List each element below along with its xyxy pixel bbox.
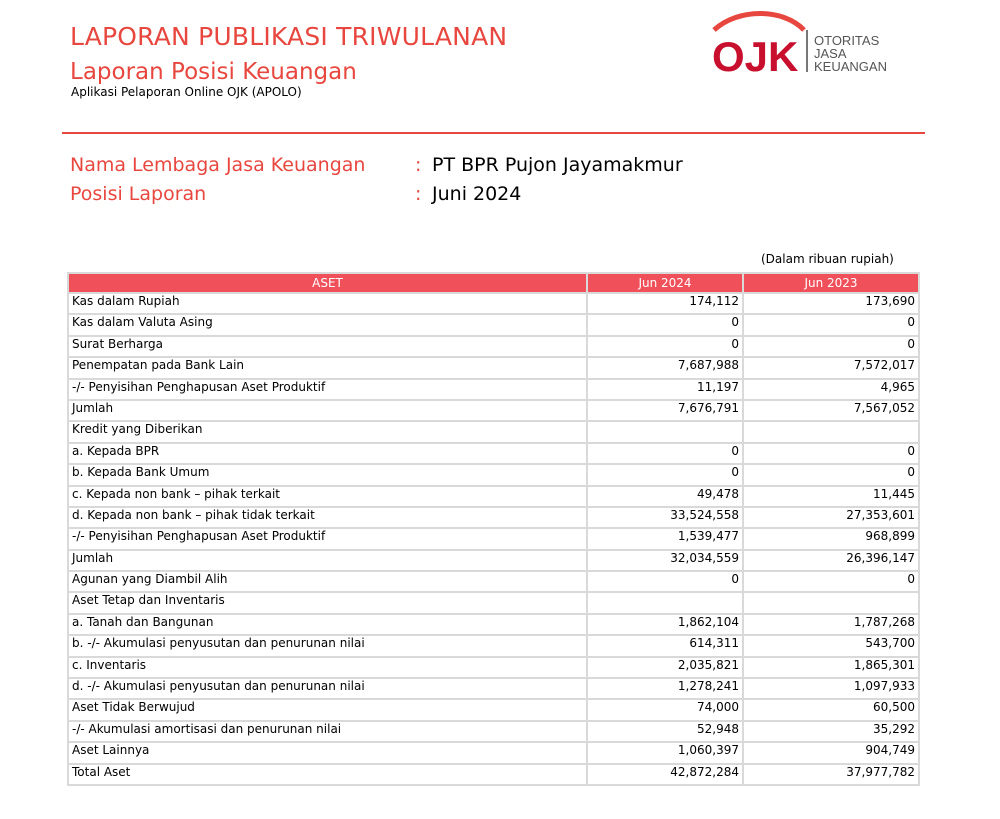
value-jun-2024: 33,524,558 xyxy=(587,507,743,528)
table-row xyxy=(68,421,919,442)
column-header-jun-2023: Jun 2023 xyxy=(743,273,919,293)
value-jun-2024: 7,676,791 xyxy=(587,400,743,421)
value-jun-2023: 1,097,933 xyxy=(743,678,919,699)
separator: : xyxy=(415,154,422,176)
row-label: c. Inventaris xyxy=(68,657,587,678)
report-subtitle: Laporan Posisi Keuangan xyxy=(70,59,357,84)
value-jun-2024: 11,197 xyxy=(587,379,743,400)
value-jun-2023: 1,787,268 xyxy=(743,614,919,635)
value-jun-2023: 37,977,782 xyxy=(743,764,919,785)
ojk-logo-graphic xyxy=(708,10,908,76)
value-jun-2023: 7,572,017 xyxy=(743,357,919,378)
row-label: Aset Tetap dan Inventaris xyxy=(68,592,587,613)
row-label: Jumlah xyxy=(68,550,587,571)
table-row xyxy=(68,357,919,378)
table-row xyxy=(68,400,919,421)
report-title: LAPORAN PUBLIKASI TRIWULANAN xyxy=(70,22,508,51)
value-jun-2023: 0 xyxy=(743,443,919,464)
period-label: Posisi Laporan xyxy=(70,183,207,205)
value-jun-2023: 904,749 xyxy=(743,742,919,763)
row-label: d. Kepada non bank – pihak tidak terkait xyxy=(68,507,587,528)
value-jun-2024 xyxy=(587,592,743,613)
table-row xyxy=(68,592,919,613)
value-jun-2023: 27,353,601 xyxy=(743,507,919,528)
value-jun-2023: 60,500 xyxy=(743,699,919,720)
period-value: Juni 2024 xyxy=(432,183,522,205)
row-label: c. Kepada non bank – pihak terkait xyxy=(68,486,587,507)
value-jun-2024: 0 xyxy=(587,314,743,335)
row-label: Jumlah xyxy=(68,400,587,421)
table-row xyxy=(68,742,919,763)
institution-row xyxy=(70,154,683,176)
row-label: a. Kepada BPR xyxy=(68,443,587,464)
table-header-row xyxy=(68,273,919,293)
institution-value: PT BPR Pujon Jayamakmur xyxy=(432,154,683,176)
header-divider xyxy=(62,132,925,134)
value-jun-2023: 543,700 xyxy=(743,635,919,656)
logo-line-2: JASA xyxy=(814,46,847,61)
row-label: -/- Penyisihan Penghapusan Aset Produktif xyxy=(68,379,587,400)
row-label: Total Aset xyxy=(68,764,587,785)
row-label: Penempatan pada Bank Lain xyxy=(68,357,587,378)
value-jun-2024: 0 xyxy=(587,464,743,485)
value-jun-2023: 173,690 xyxy=(743,293,919,314)
value-jun-2023: 1,865,301 xyxy=(743,657,919,678)
table-row xyxy=(68,550,919,571)
table-row xyxy=(68,721,919,742)
column-header-aset: ASET xyxy=(68,273,587,293)
table-row xyxy=(68,336,919,357)
value-jun-2023: 26,396,147 xyxy=(743,550,919,571)
table-row xyxy=(68,614,919,635)
row-label: a. Tanah dan Bangunan xyxy=(68,614,587,635)
value-jun-2024: 49,478 xyxy=(587,486,743,507)
table-row xyxy=(68,571,919,592)
app-name: Aplikasi Pelaporan Online OJK (APOLO) xyxy=(71,85,302,99)
table-row xyxy=(68,657,919,678)
value-jun-2023: 0 xyxy=(743,314,919,335)
value-jun-2023: 968,899 xyxy=(743,528,919,549)
table-row xyxy=(68,293,919,314)
institution-label: Nama Lembaga Jasa Keuangan xyxy=(70,154,366,176)
value-jun-2024: 1,278,241 xyxy=(587,678,743,699)
value-jun-2024: 2,035,821 xyxy=(587,657,743,678)
table-row xyxy=(68,635,919,656)
ojk-logo xyxy=(708,10,908,76)
value-jun-2024: 42,872,284 xyxy=(587,764,743,785)
table-row xyxy=(68,486,919,507)
value-jun-2024: 1,539,477 xyxy=(587,528,743,549)
table-row xyxy=(68,528,919,549)
row-label: Kas dalam Valuta Asing xyxy=(68,314,587,335)
row-label: Aset Tidak Berwujud xyxy=(68,699,587,720)
row-label: Kas dalam Rupiah xyxy=(68,293,587,314)
value-jun-2024: 52,948 xyxy=(587,721,743,742)
value-jun-2024: 0 xyxy=(587,443,743,464)
table-row xyxy=(68,464,919,485)
value-jun-2023 xyxy=(743,421,919,442)
value-jun-2024: 0 xyxy=(587,336,743,357)
unit-note: (Dalam ribuan rupiah) xyxy=(761,252,894,266)
table-row xyxy=(68,764,919,785)
table-row xyxy=(68,507,919,528)
value-jun-2023: 35,292 xyxy=(743,721,919,742)
value-jun-2023 xyxy=(743,592,919,613)
row-label: b. -/- Akumulasi penyusutan dan penurunan nilai xyxy=(68,635,587,656)
value-jun-2024: 32,034,559 xyxy=(587,550,743,571)
value-jun-2023: 0 xyxy=(743,571,919,592)
row-label: d. -/- Akumulasi penyusutan dan penurunan nilai xyxy=(68,678,587,699)
table-row xyxy=(68,443,919,464)
value-jun-2024: 1,060,397 xyxy=(587,742,743,763)
value-jun-2023: 11,445 xyxy=(743,486,919,507)
value-jun-2024: 74,000 xyxy=(587,699,743,720)
value-jun-2023: 0 xyxy=(743,336,919,357)
row-label: Aset Lainnya xyxy=(68,742,587,763)
row-label: -/- Akumulasi amortisasi dan penurunan nilai xyxy=(68,721,587,742)
row-label: b. Kepada Bank Umum xyxy=(68,464,587,485)
value-jun-2024: 1,862,104 xyxy=(587,614,743,635)
table-row xyxy=(68,314,919,335)
row-label: Kredit yang Diberikan xyxy=(68,421,587,442)
value-jun-2023: 0 xyxy=(743,464,919,485)
logo-line-3: KEUANGAN xyxy=(814,59,887,74)
value-jun-2024: 0 xyxy=(587,571,743,592)
table-row xyxy=(68,678,919,699)
value-jun-2024: 614,311 xyxy=(587,635,743,656)
row-label: Surat Berharga xyxy=(68,336,587,357)
value-jun-2023: 4,965 xyxy=(743,379,919,400)
row-label: Agunan yang Diambil Alih xyxy=(68,571,587,592)
row-label: -/- Penyisihan Penghapusan Aset Produktif xyxy=(68,528,587,549)
column-header-jun-2024: Jun 2024 xyxy=(587,273,743,293)
table-row xyxy=(68,379,919,400)
table-row xyxy=(68,699,919,720)
value-jun-2023: 7,567,052 xyxy=(743,400,919,421)
balance-sheet-table xyxy=(67,272,920,786)
logo-mark: OJK xyxy=(712,33,799,76)
value-jun-2024: 7,687,988 xyxy=(587,357,743,378)
separator: : xyxy=(415,183,422,205)
period-row xyxy=(70,183,521,205)
logo-line-1: OTORITAS xyxy=(814,33,880,48)
table-body xyxy=(68,293,919,785)
value-jun-2024: 174,112 xyxy=(587,293,743,314)
value-jun-2024 xyxy=(587,421,743,442)
